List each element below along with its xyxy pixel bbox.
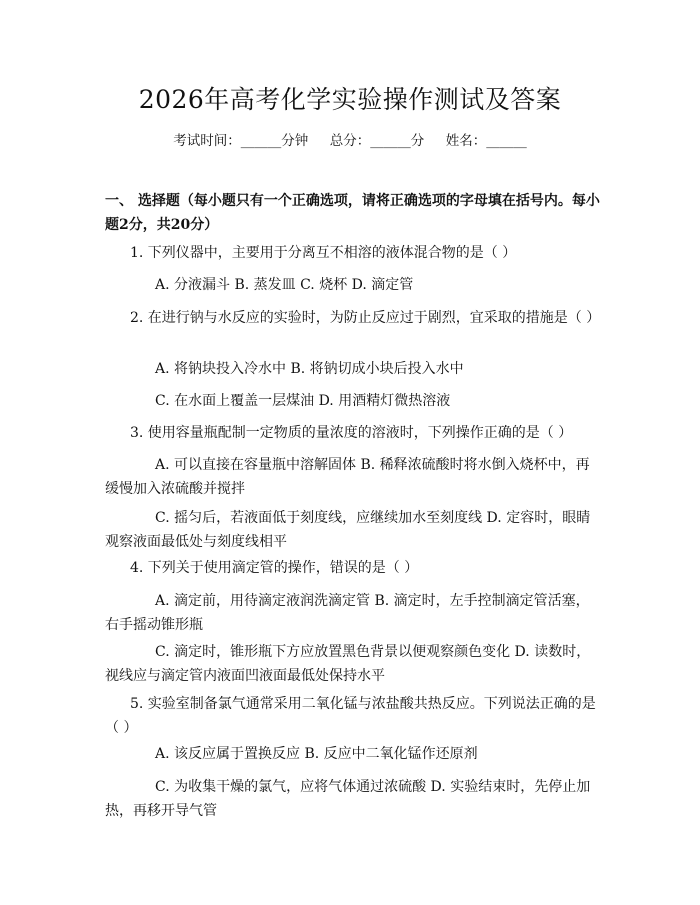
question-3-options-c-d: C. 摇匀后，若液面低于刻度线，应继续加水至刻度线 D. 定容时，眼睛观察液面最低处与刻度线相平 xyxy=(105,510,591,550)
question-1-options: A. 分液漏斗 B. 蒸发皿 C. 烧杯 D. 滴定管 xyxy=(155,277,414,293)
question-4-stem: 4. 下列关于使用滴定管的操作，错误的是（ ） xyxy=(130,560,419,576)
question-5-stem: 5. 实验室制备氯气通常采用二氧化锰与浓盐酸共热反应。下列说法正确的是（ ） xyxy=(105,696,596,736)
question-1-stem: 1. 下列仪器中，主要用于分离互不相溶的液体混合物的是（ ） xyxy=(130,245,517,261)
question-2-stem: 2. 在进行钠与水反应的实验时，为防止反应过于剧烈，宜采取的措施是（ ） xyxy=(130,310,601,326)
question-2-options-c-d: C. 在水面上覆盖一层煤油 D. 用酒精灯微热溶液 xyxy=(155,393,451,409)
question-5-options-c-d: C. 为收集干燥的氯气，应将气体通过浓硫酸 D. 实验结束时，先停止加热，再移开导气管 xyxy=(105,779,591,819)
exam-info-line: 考试时间：______分钟 总分：______分 姓名：______ xyxy=(173,133,527,149)
question-4-options-a-b: A. 滴定前，用待滴定液润洗滴定管 B. 滴定时，左手控制滴定管活塞，右手摇动锥形瓶 xyxy=(105,593,590,633)
question-2-options-a-b: A. 将钠块投入冷水中 B. 将钠切成小块后投入水中 xyxy=(155,361,464,377)
section-heading: 一、 选择题（每小题只有一个正确选项，请将正确选项的字母填在括号内。每小题2分，共20分） xyxy=(105,193,600,233)
question-5-options-a-b: A. 该反应属于置换反应 B. 反应中二氧化锰作还原剂 xyxy=(155,746,478,762)
question-4-options-c-d: C. 滴定时，锥形瓶下方应放置黑色背景以便观察颜色变化 D. 读数时，视线应与滴定管内液面凹液面最低处保持水平 xyxy=(105,644,591,684)
question-3-stem: 3. 使用容量瓶配制一定物质的量浓度的溶液时，下列操作正确的是（ ） xyxy=(130,425,573,441)
document-title: 2026年高考化学实验操作测试及答案 xyxy=(138,85,562,114)
question-3-options-a-b: A. 可以直接在容量瓶中溶解固体 B. 稀释浓硫酸时将水倒入烧杯中，再缓慢加入浓硫酸并搅拌 xyxy=(105,457,590,497)
